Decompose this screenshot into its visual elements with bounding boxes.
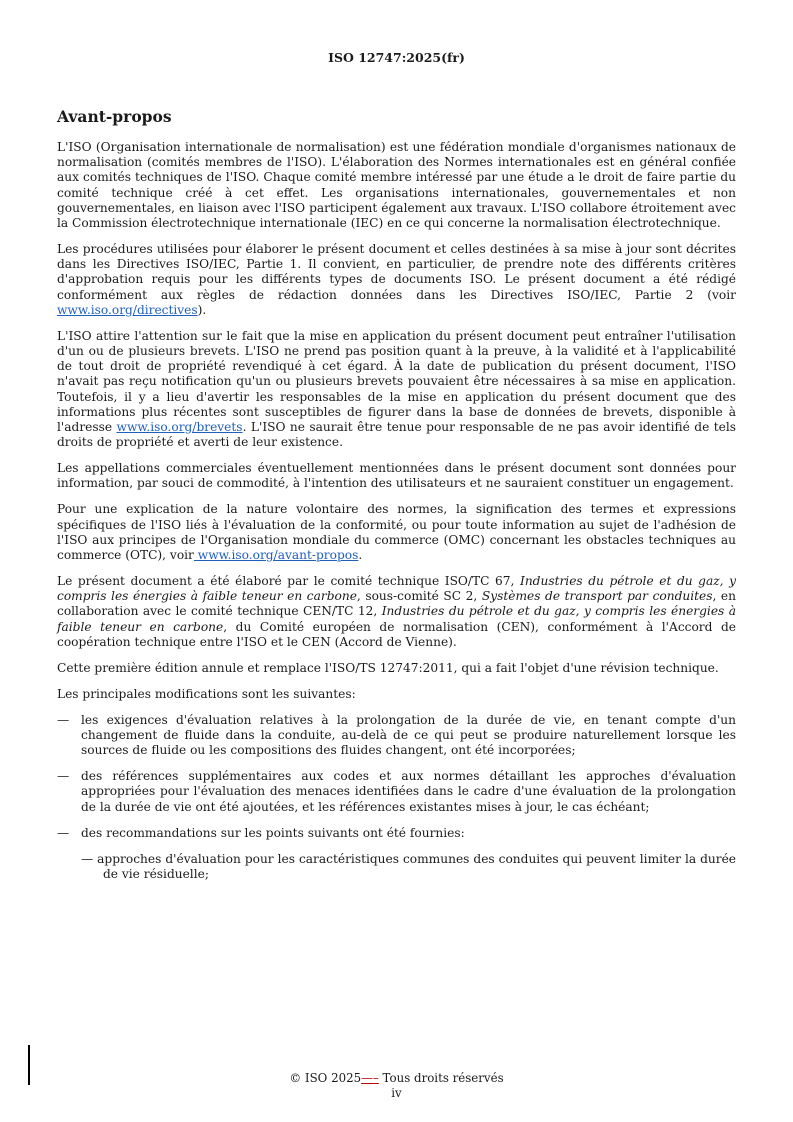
footer-rights: Tous droits réservés (378, 1071, 504, 1085)
list-item (57, 713, 736, 759)
footer-separator: — (361, 1071, 373, 1085)
section-title: Avant-propos (57, 107, 172, 126)
page-footer (0, 1071, 793, 1101)
list-item-text: des recommandations sur les points suivants ont été fournies: (81, 825, 465, 840)
paragraph-voluntary-nature (57, 502, 736, 563)
committee-title-sc2: Systèmes de transport par conduites (481, 589, 713, 604)
list-item (57, 826, 736, 841)
paragraph-edition: Cette première édition annule et remplace l'ISO/TS 12747:2011, qui a fait l'objet d'une révision technique. (57, 660, 719, 675)
list-item-text: des références supplémentaires aux codes et aux normes détaillant les approches d'évaluation appropriées pour l'évaluation des menaces identifiées dans le cadre d'une évaluation de la prolongation de la durée de vie ont été ajoutées, et les références existantes mises à jour, le cas échéant; (81, 769, 736, 814)
committee-text-b: , sous-comité SC 2, (356, 589, 482, 604)
paragraph-patents-text: L'ISO attire l'attention sur le fait que la mise en application du présent document peut entraîner l'utilisation d'un ou de plusieurs brevets. L'ISO ne prend pas position quant à la preuve, à la validité et à l'applicabilité de tout droit de propriété revendiqué à cet égard. À la date de publication du présent document, l'ISO n'avait pas reçu notification qu'un ou plusieurs brevets pouvaient être nécessaires à sa mise en application. Toutefois, il y a lieu d'avertir les responsables de la mise en application du présent document que des informations plus récentes sont susceptibles de figurer dans la base de données de brevets, disponible à l'adresse (57, 328, 736, 435)
list-dash: — (57, 769, 70, 784)
committee-text-c: , en collaboration avec le comité technique CEN/TC 12, (57, 589, 736, 619)
link-avant-propos[interactable]: www.iso.org/avant-propos (193, 548, 359, 563)
paragraph-trade-names: Les appellations commerciales éventuellement mentionnées dans le présent document sont données pour information, par souci de commodité, à l'intention des utilisateurs et ne sauraient constituer un engagement. (57, 461, 736, 491)
paragraph-iso-organisation: L'ISO (Organisation internationale de normalisation) est une fédération mondiale d'organismes nationaux de normalisation (comités membres de l'ISO). L'élaboration des Normes internationales est en général confiée aux comités techniques de l'ISO. Chaque comité membre intéressé par une étude a le droit de faire partie du comité technique créé à cet effet. Les organisations internationales, gouvernementales et non gouvernementales, en liaison avec l'ISO participent également aux travaux. L'ISO collabore étroitement avec la Commission électrotechnique internationale (IEC) en ce qui concerne la normalisation électrotechnique. (57, 140, 736, 231)
paragraph-procedures-tail: ). (197, 302, 207, 317)
main-content (57, 108, 736, 893)
footer-copyright: © ISO 2025 (289, 1071, 362, 1085)
paragraph-procedures (57, 242, 736, 318)
list-item (57, 769, 736, 815)
paragraph-patents (57, 329, 736, 451)
committee-text-a: Le présent document a été élaboré par le comité technique ISO/TC 67, (57, 574, 521, 589)
committee-title-tc67: Industries du pétrole et du gaz, y compris les énergies à faible teneur en carbone (57, 574, 736, 604)
page-number: iv (391, 1086, 402, 1100)
link-directives[interactable]: www.iso.org/directives (57, 302, 198, 317)
paragraph-patents-tail: . L'ISO ne saurait être tenue pour responsable de ne pas avoir identifié de tels droits de propriété et averti de leur existence. (57, 420, 736, 450)
document-id-header: ISO 12747:2025(fr) (328, 50, 465, 65)
paragraph-voluntary-tail: . (358, 548, 363, 563)
list-item-text: les exigences d'évaluation relatives à la prolongation de la durée de vie, en tenant compte d'un changement de fluide dans la conduite, au-delà de ce qui peut se produire naturellement lorsque les sources de fluide ou les compositions des fluides changent, ont été incorporées; (81, 712, 736, 758)
list-dash: — (57, 825, 70, 840)
paragraph-changes-intro: Les principales modifications sont les suivantes: (57, 686, 356, 701)
link-brevets[interactable]: www.iso.org/brevets (116, 420, 243, 435)
paragraph-voluntary-text: Pour une explication de la nature volontaire des normes, la signification des termes et expressions spécifiques de l'ISO liés à l'évaluation de la conformité, ou pour toute information au sujet de l'adhésion de l'ISO aux principes de l'Organisation mondiale du commerce (OMC) concernant les obstacles techniques au commerce (OTC), voir (57, 502, 736, 563)
sub-list-item: — approches d'évaluation pour les caractéristiques communes des conduites qui peuvent limiter la durée de vie résiduelle; (81, 851, 736, 881)
paragraph-procedures-text: Les procédures utilisées pour élaborer le présent document et celles destinées à sa mise à jour sont décrites dans les Directives ISO/IEC, Partie 1. Il convient, en particulier, de prendre note des différents critères d'approbation requis pour les différents types de documents ISO. Le présent document a été rédigé conformément aux règles de rédaction données dans les Directives ISO/IEC, Partie 2 (voir (57, 242, 736, 302)
committee-title-tc12: Industries du pétrole et du gaz, y compris les énergies à faible teneur en carbone (57, 604, 736, 634)
paragraph-committee (57, 574, 736, 650)
footer-copyright-line (0, 1071, 793, 1086)
footer-separator-alt: – (372, 1071, 379, 1085)
committee-text-d: , du Comité européen de normalisation (CEN), conformément à l'Accord de coopération technique entre l'ISO et le CEN (Accord de Vienne). (57, 619, 736, 649)
list-dash: — (57, 712, 70, 727)
